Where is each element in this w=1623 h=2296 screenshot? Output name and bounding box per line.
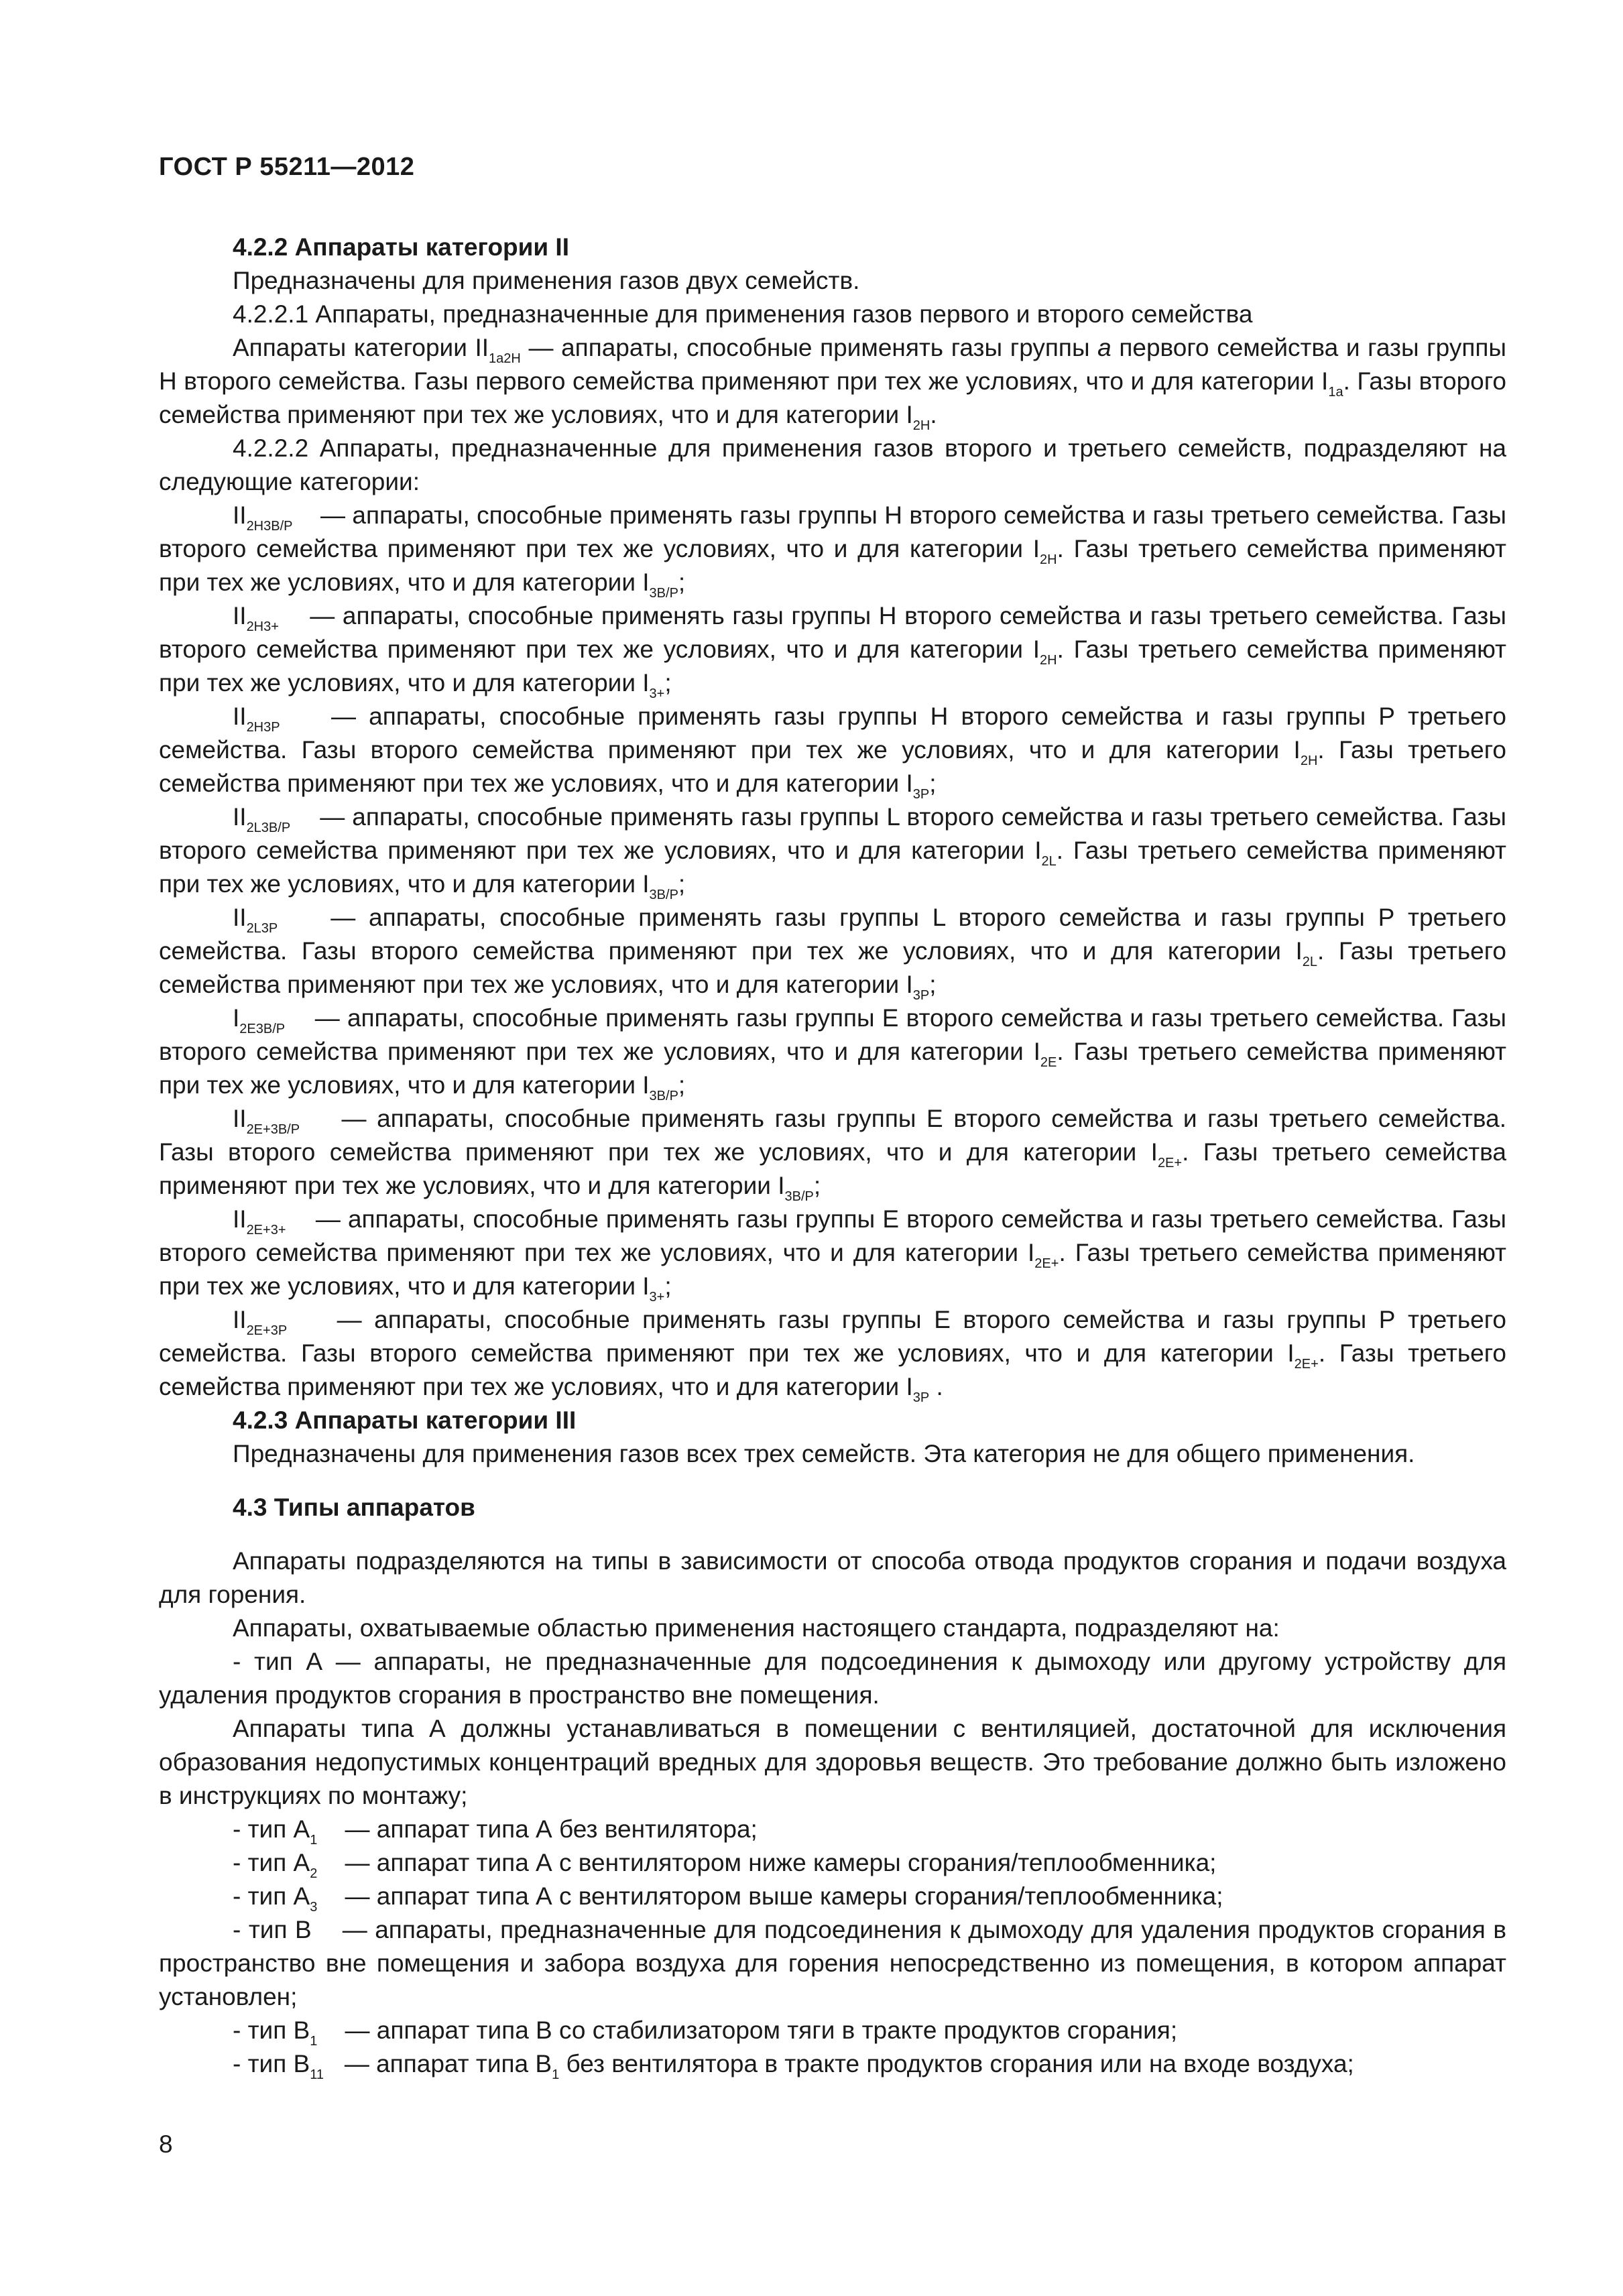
clause-title-4-2-2-1: 4.2.2.1 Аппараты, предназначенные для применения газов первого и второго семейства (233, 300, 1253, 328)
type-item: - тип $А_3$ — аппарат типа А с вентилятором выше камеры сгорания/теплообменника; (233, 1882, 1223, 1915)
paragraph: Аппараты подразделяются на типы в зависимости от способа отвода продуктов сгорания и подачи воздуха для горения. (159, 1547, 1506, 1608)
category-item: $II_{2H3P}$ — аппараты, способные применять газы группы Н второго семейства и газы группы Р третьего семейства. Газы второго семейства применяют при тех же условиях, что и для категории $I_{2H}$. Газы третьего семейства применяют при тех же условиях, что и для категории $I_{3P}$; (159, 703, 1507, 802)
type-item: - тип $В_1$ — аппарат типа В со стабилизатором тяги в тракте продуктов сгорания; (233, 2016, 1178, 2049)
category-item: $II_{2L3B/P}$ — аппараты, способные применять газы группы L второго семейства и газы третьего семейства. Газы второго семейства применяют при тех же условиях, что и для категории $I_{2L}$. Газы третьего семейства применяют при тех же условиях, что и для категории $I_{3B/P}$; (159, 803, 1506, 902)
category-item: $II_{2E+3P}$ — аппараты, способные применять газы группы Е второго семейства и газы группы Р третьего семейства. Газы второго семейства применяют при тех же условиях, что и для категории $I_{2E+}$. Газы третьего семейства применяют при тех же условиях, что и для категории $I_{3P}$ . (159, 1306, 1507, 1405)
page-number: 8 (159, 2130, 173, 2158)
category-list (159, 499, 1506, 1404)
paragraph: Предназначены для применения газов двух семейств. (233, 267, 860, 294)
category-item: $II_{2E+3+}$ — аппараты, способные применять газы группы Е второго семейства и газы третьего семейства. Газы второго семейства применяют при тех же условиях, что и для категории $I_{2E+}$. Газы третьего семейства применяют при тех же условиях, что и для категории $I_{3+}$; (159, 1205, 1507, 1305)
category-item: $II_{2H3B/P}$ — аппараты, способные применять газы группы Н второго семейства и газы третьего семейства. Газы второго семейства применяют при тех же условиях, что и для категории $I_{2H}$. Газы третьего семейства применяют при тех же условиях, что и для категории $I_{3B/P}$; (159, 501, 1507, 601)
section-heading-4-2-2: 4.2.2 Аппараты категории II (233, 233, 569, 261)
paragraph: Предназначены для применения газов всех трех семейств. Эта категория не для общего применения. (233, 1440, 1415, 1467)
category-item: $II_{2E+3B/P}$ — аппараты, способные применять газы группы Е второго семейства и газы третьего семейства. Газы второго семейства применяют при тех же условиях, что и для категории $I_{2E+}$. Газы третьего семейства применяют при тех же условиях, что и для категории $I_{3B/P}$; (159, 1105, 1506, 1204)
type-item: - тип $В_{11}$ — аппарат типа $В_1$ без вентилятора в тракте продуктов сгорания или на входе воздуха; (233, 2050, 1354, 2082)
paragraph: Аппараты, охватываемые областью применения настоящего стандарта, подразделяют на: (233, 1614, 1280, 1642)
type-item: - тип В — аппараты, предназначенные для подсоединения к дымоходу для удаления продуктов сгорания в пространство вне помещения и забора воздуха для горения непосредственно из помещения, в котором аппарат установлен; (159, 1916, 1506, 2010)
category-item: $II_{2L3P}$ — аппараты, способные применять газы группы L второго семейства и газы группы Р третьего семейства. Газы второго семейства применяют при тех же условиях, что и для категории $I_{2L}$. Газы третьего семейства применяют при тех же условиях, что и для категории $I_{3P}$; (159, 904, 1507, 1003)
type-item: - тип $А_1$ — аппарат типа А без вентилятора; (233, 1815, 758, 1848)
document-body (159, 231, 1506, 2081)
type-item: - тип $А_2$ — аппарат типа А с вентилятором ниже камеры сгорания/теплообменника; (233, 1849, 1217, 1881)
clause-title-4-2-2-2: 4.2.2.2 Аппараты, предназначенные для применения газов второго и третьего семейств, подразделяют на следующие категории: (159, 434, 1506, 495)
paragraph: Аппараты категории $II_{1a2H}$ — аппараты, способные применять газы группы а первого семейства и газы группы Н второго семейства. Газы первого семейства применяют при тех же условиях, что и для категории $I_{1a}$. Газы второго семейства применяют при тех же условиях, что и для категории $I_{2H}$. (159, 334, 1506, 433)
category-item: $II_{2H3+}$ — аппараты, способные применять газы группы Н второго семейства и газы третьего семейства. Газы второго семейства применяют при тех же условиях, что и для категории $I_{2H}$. Газы третьего семейства применяют при тех же условиях, что и для категории $I_{3+}$; (159, 602, 1506, 701)
section-heading-4-3: 4.3 Типы аппаратов (233, 1494, 475, 1521)
paragraph: - тип А — аппараты, не предназначенные для подсоединения к дымоходу или другому устройству для удаления продуктов сгорания в пространство вне помещения. (159, 1648, 1506, 1709)
category-item: $I_{2E3B/P}$ — аппараты, способные применять газы группы Е второго семейства и газы третьего семейства. Газы второго семейства применяют при тех же условиях, что и для категории $I_{2E}$. Газы третьего семейства применяют при тех же условиях, что и для категории $I_{3B/P}$; (159, 1004, 1507, 1103)
document-header: ГОСТ Р 55211—2012 (159, 153, 415, 181)
type-list (159, 1813, 1506, 2047)
paragraph: Аппараты типа А должны устанавливаться в помещении с вентиляцией, достаточной для исключения образования недопустимых концентраций вредных для здоровья веществ. Это требование должно быть изложено в инструкциях по монтажу; (159, 1715, 1506, 1809)
section-heading-4-2-3: 4.2.3 Аппараты категории III (233, 1406, 577, 1434)
